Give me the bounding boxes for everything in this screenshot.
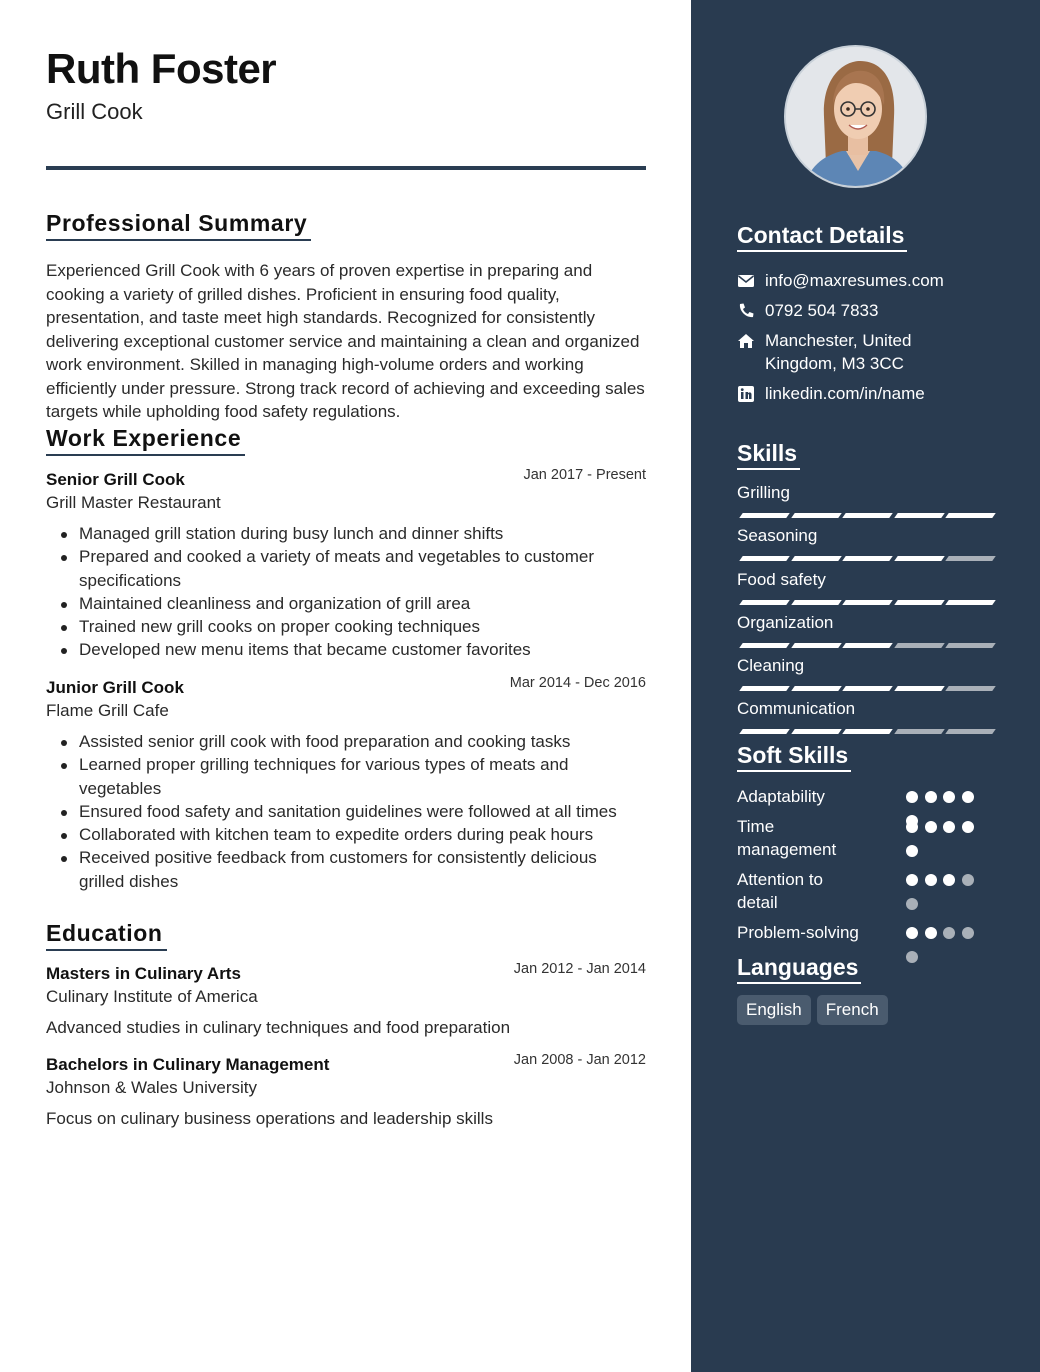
skill-item [737, 612, 993, 649]
skill-segment-filled [739, 686, 790, 691]
edu-date: Jan 2008 - Jan 2012 [513, 1052, 646, 1068]
job-role: Junior Grill Cook [46, 678, 184, 697]
skill-segment-filled [791, 556, 842, 561]
skill-item [737, 482, 993, 519]
rating-dot-filled [962, 791, 974, 803]
portrait-illustration [786, 47, 927, 188]
skill-label: Seasoning [737, 526, 818, 545]
soft-skill-label: Attention to detail [737, 870, 824, 912]
rating-dot-filled [943, 874, 955, 886]
rating-dot-filled [925, 821, 937, 833]
job-bullet: Maintained cleanliness and organization of grill area [46, 592, 646, 615]
skill-segment-filled [945, 513, 996, 518]
soft-skills-heading: Soft Skills [737, 741, 851, 772]
skill-segment-filled [791, 600, 842, 605]
skill-label: Communication [737, 699, 856, 718]
skill-segment-filled [842, 686, 893, 691]
candidate-title: Grill Cook [46, 99, 143, 124]
rating-dot-filled [906, 791, 918, 803]
skills-heading: Skills [737, 439, 800, 470]
contact-linkedin[interactable] [737, 382, 997, 405]
skill-label: Food safety [737, 570, 826, 589]
edu-school: Johnson & Wales University [46, 1078, 258, 1097]
skill-item [737, 525, 993, 562]
skill-level-bar [737, 643, 993, 649]
skill-segment-filled [791, 513, 842, 518]
skill-segment-filled [842, 600, 893, 605]
languages-heading: Languages [737, 953, 861, 984]
skill-level-bar [737, 729, 993, 735]
rating-dot-filled [906, 821, 918, 833]
home-icon [737, 332, 755, 350]
contact-heading: Contact Details [737, 221, 907, 252]
skill-segment-filled [842, 643, 893, 648]
job-bullet: Prepared and cooked a variety of meats and vegetables to customer specifications [46, 545, 646, 592]
skill-segment-empty [894, 729, 945, 734]
job-entry [46, 676, 646, 893]
sidebar [691, 0, 1040, 1372]
rating-dot-empty [906, 951, 918, 963]
rating-dot-filled [943, 821, 955, 833]
rating-dot-filled [962, 821, 974, 833]
skill-segment-filled [739, 600, 790, 605]
skill-label: Organization [737, 613, 834, 632]
skill-segment-filled [791, 686, 842, 691]
rating-dot-empty [962, 874, 974, 886]
job-bullet: Managed grill station during busy lunch and dinner shifts [46, 522, 646, 545]
job-bullets [46, 522, 646, 662]
phone-text[interactable]: 0792 504 7833 [765, 301, 879, 320]
education-entry [46, 1053, 646, 1130]
job-role: Senior Grill Cook [46, 470, 185, 489]
edu-school: Culinary Institute of America [46, 987, 258, 1006]
education-heading: Education [46, 919, 167, 951]
language-chip: English [737, 995, 811, 1025]
header-divider [46, 166, 646, 170]
phone-icon [737, 302, 755, 320]
job-date: Mar 2014 - Dec 2016 [509, 675, 646, 691]
soft-skill-label: Time management [737, 817, 837, 859]
rating-dot-empty [962, 927, 974, 939]
rating-dot-filled [906, 874, 918, 886]
skill-segment-empty [945, 729, 996, 734]
email-text[interactable]: info@maxresumes.com [765, 271, 944, 290]
skill-item [737, 655, 993, 692]
contact-phone[interactable] [737, 299, 997, 322]
skill-segment-filled [894, 513, 945, 518]
rating-dot-filled [925, 791, 937, 803]
rating-dot-filled [943, 791, 955, 803]
rating-dot-empty [943, 927, 955, 939]
job-bullet: Trained new grill cooks on proper cooking techniques [46, 615, 646, 638]
edu-degree: Masters in Culinary Arts [46, 964, 241, 983]
skill-segment-empty [894, 643, 945, 648]
job-bullet: Assisted senior grill cook with food preparation and cooking tasks [46, 730, 646, 753]
skill-segment-empty [945, 556, 996, 561]
skill-level-bar [737, 513, 993, 519]
rating-dot-filled [925, 874, 937, 886]
job-bullet: Developed new menu items that became customer favorites [46, 638, 646, 661]
skill-level-bar [737, 556, 993, 562]
job-bullets [46, 730, 646, 893]
linkedin-icon [737, 385, 755, 403]
skill-segment-filled [842, 556, 893, 561]
skill-segment-filled [894, 686, 945, 691]
skill-segment-filled [739, 556, 790, 561]
summary-heading: Professional Summary [46, 209, 311, 241]
job-bullet: Collaborated with kitchen team to expedite orders during peak hours [46, 823, 646, 846]
rating-dot-filled [925, 927, 937, 939]
profile-photo [784, 45, 927, 188]
skill-segment-empty [945, 643, 996, 648]
job-entry [46, 468, 646, 662]
skill-label: Grilling [737, 483, 790, 502]
soft-skill-label: Adaptability [737, 787, 825, 806]
experience-heading: Work Experience [46, 424, 245, 456]
skill-segment-filled [739, 729, 790, 734]
education-entry [46, 962, 646, 1039]
rating-dot-empty [906, 898, 918, 910]
edu-degree: Bachelors in Culinary Management [46, 1055, 330, 1074]
address-text: Manchester, United Kingdom, M3 3CC [765, 331, 912, 373]
skill-segment-filled [894, 556, 945, 561]
skill-item [737, 698, 993, 735]
skill-segment-empty [945, 686, 996, 691]
envelope-icon [737, 272, 755, 290]
skill-label: Cleaning [737, 656, 805, 675]
soft-skill-label: Problem-solving [737, 923, 859, 942]
skill-segment-filled [739, 513, 790, 518]
skill-segment-filled [842, 729, 893, 734]
job-bullet: Ensured food safety and sanitation guidelines were followed at all times [46, 800, 646, 823]
summary-text: Experienced Grill Cook with 6 years of proven expertise in preparing and cooking a variety of grilled dishes. Proficient in ensuring food quality, presentation, and taste meet high standards. Recognized for consistently delivering exceptional customer service and maintaining a clean and organized work environment. Skilled in managing high-volume orders and working efficiently under pressure. Strong track record of achieving and exceeding sales targets while upholding food safety regulations. [46, 261, 645, 421]
skill-segment-filled [894, 600, 945, 605]
skill-segment-filled [945, 600, 996, 605]
skill-segment-filled [791, 729, 842, 734]
rating-dot-filled [906, 927, 918, 939]
edu-description: Focus on culinary business operations and leadership skills [46, 1109, 493, 1128]
candidate-name: Ruth Foster [46, 45, 277, 92]
job-date: Jan 2017 - Present [523, 467, 646, 483]
skill-segment-filled [842, 513, 893, 518]
job-bullet: Learned proper grilling techniques for various types of meats and vegetables [46, 753, 646, 800]
rating-dot-filled [906, 845, 918, 857]
skill-level-bar [737, 600, 993, 606]
contact-email[interactable] [737, 269, 997, 292]
edu-date: Jan 2012 - Jan 2014 [513, 961, 646, 977]
edu-description: Advanced studies in culinary techniques and food preparation [46, 1018, 511, 1037]
job-bullet: Received positive feedback from customers for consistently delicious grilled dishes [46, 846, 646, 893]
skill-level-bar [737, 686, 993, 692]
skill-segment-filled [791, 643, 842, 648]
job-company: Grill Master Restaurant [46, 493, 221, 512]
linkedin-text[interactable]: linkedin.com/in/name [765, 384, 925, 403]
languages-list [737, 995, 888, 1025]
contact-address [737, 329, 937, 375]
skill-segment-filled [739, 643, 790, 648]
language-chip: French [817, 995, 888, 1025]
skill-item [737, 569, 993, 606]
job-company: Flame Grill Cafe [46, 701, 169, 720]
